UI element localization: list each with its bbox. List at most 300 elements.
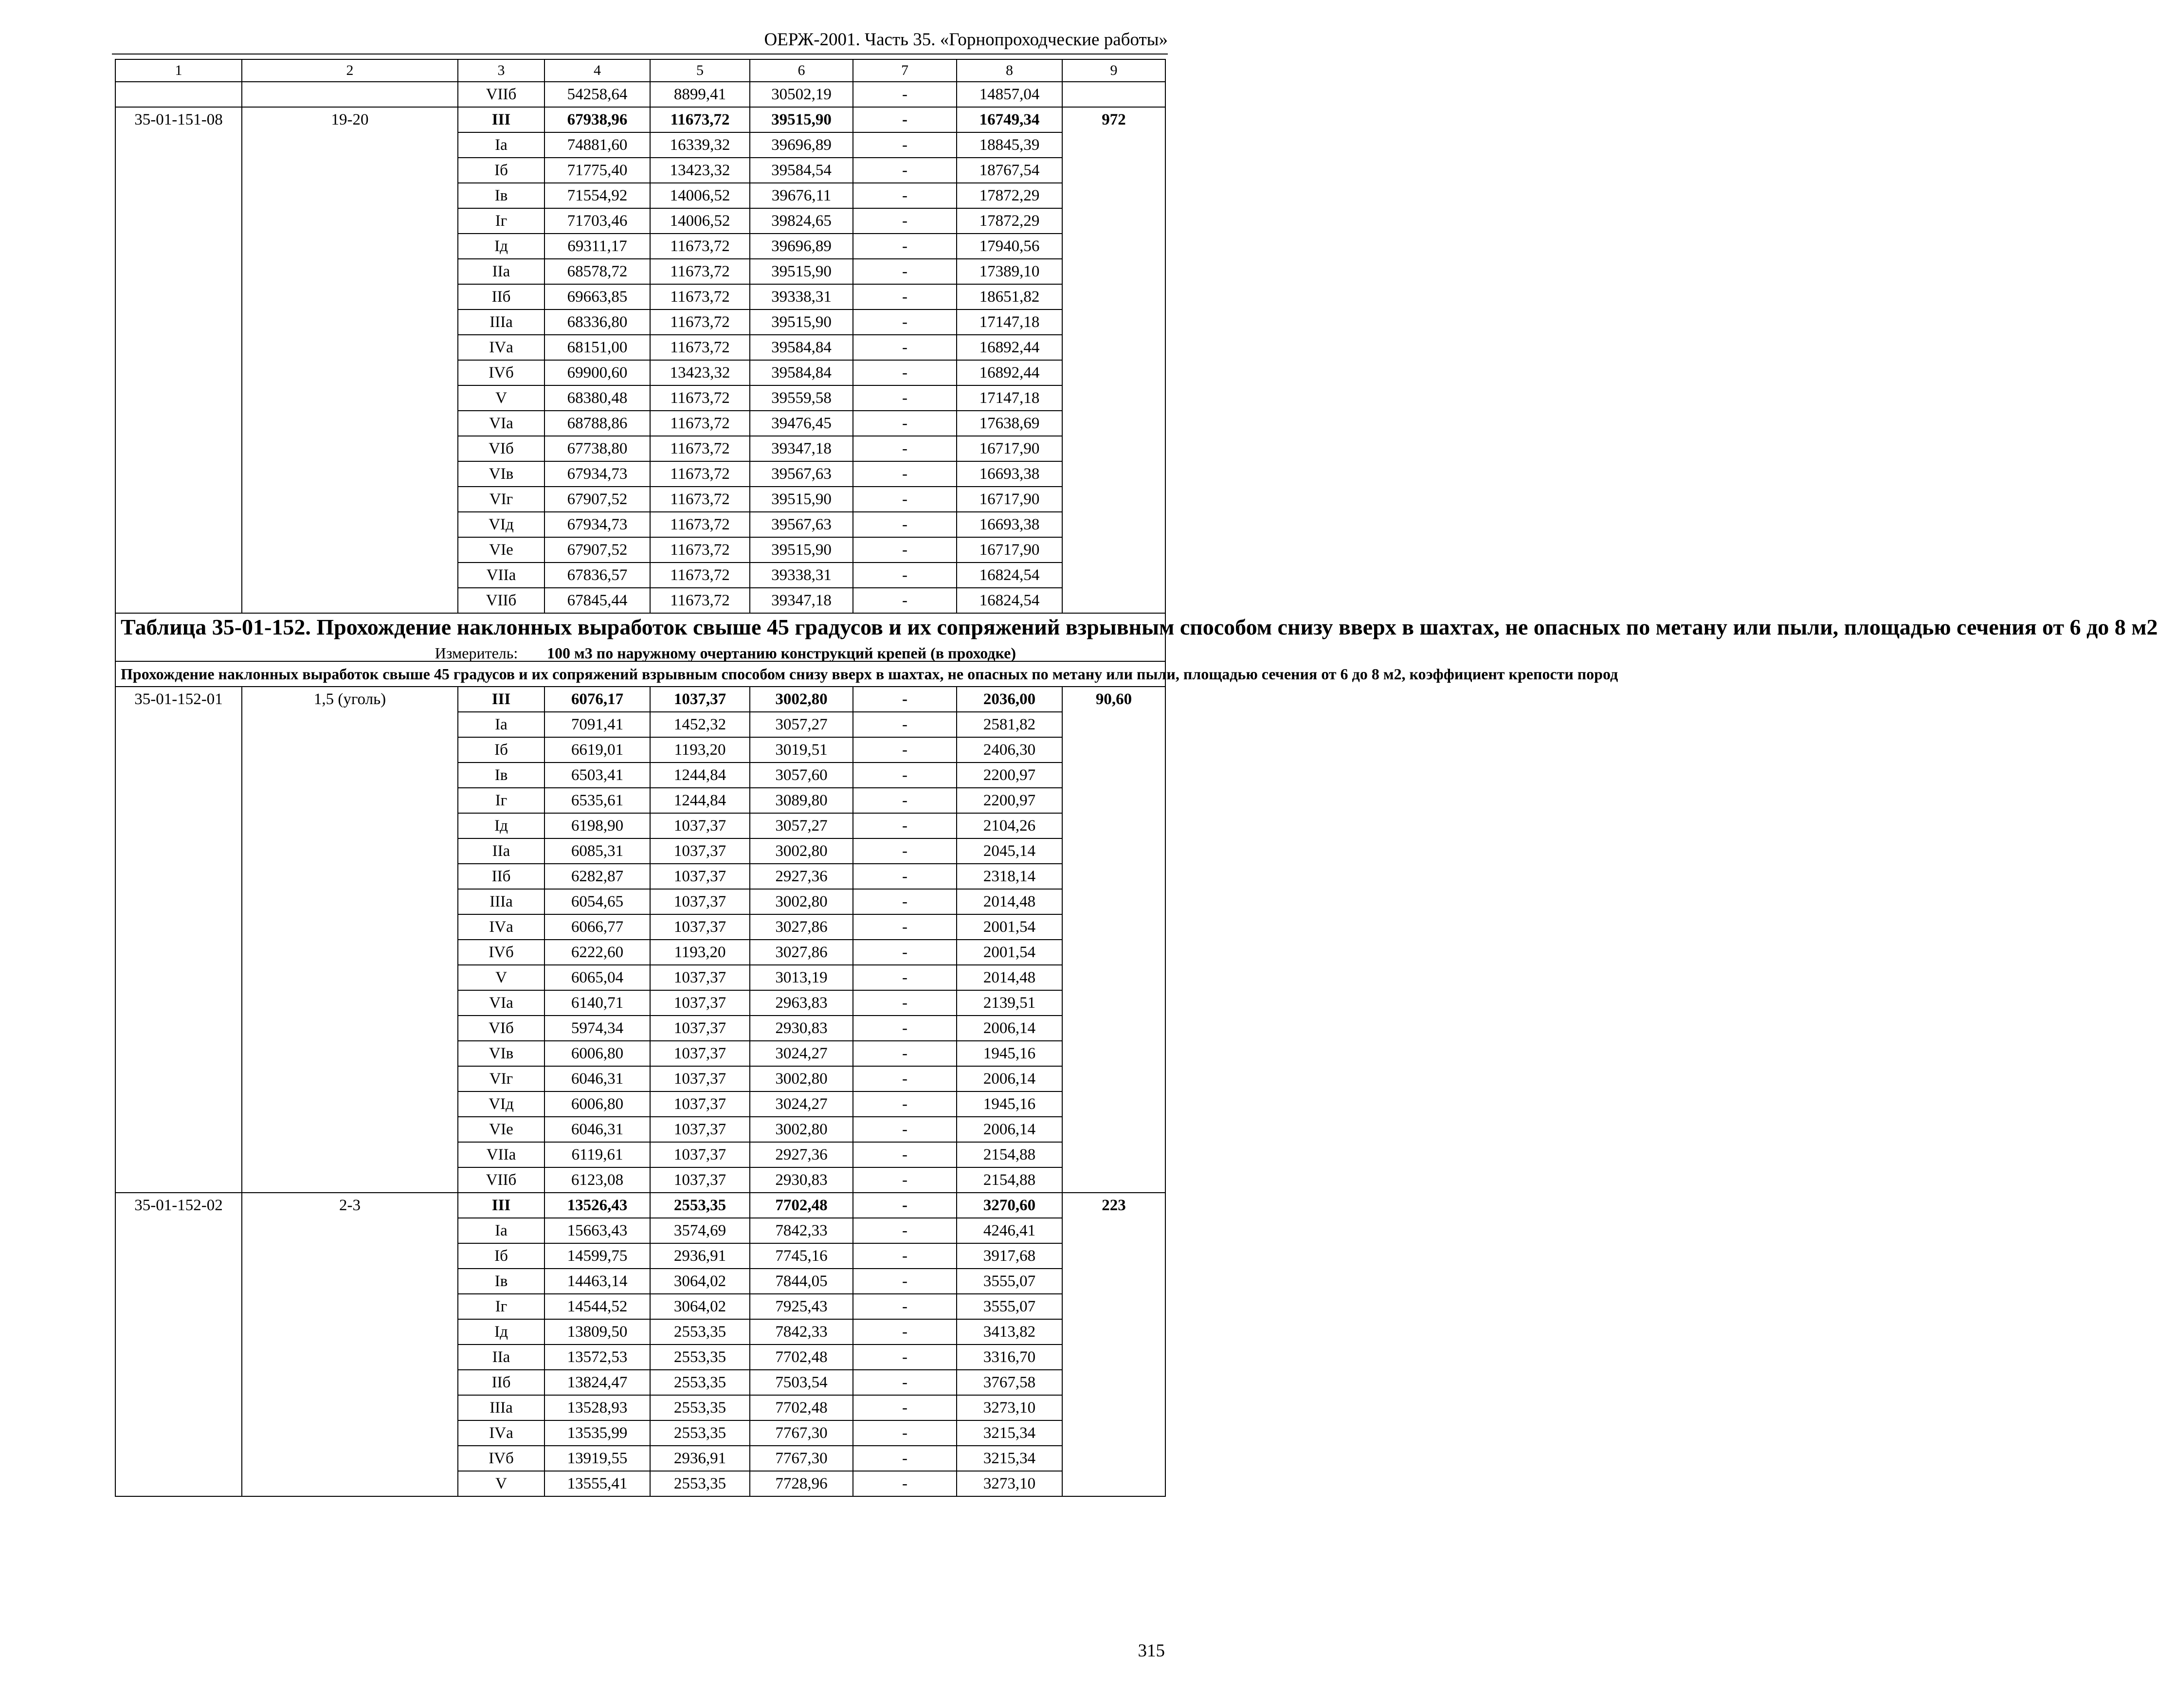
value-cell: -	[853, 1319, 957, 1345]
value-cell: 6619,01	[544, 737, 650, 763]
value-cell: 11673,72	[650, 512, 750, 537]
value-cell: 39347,18	[750, 436, 853, 461]
value-cell: 6065,04	[544, 965, 650, 990]
col9-cell	[1062, 1319, 1165, 1345]
value-cell: VIIб	[458, 1167, 544, 1193]
value-cell: VIIа	[458, 1142, 544, 1167]
col9-cell	[1062, 813, 1165, 838]
value-cell: 39696,89	[750, 234, 853, 259]
col9-cell	[1062, 1243, 1165, 1269]
value-cell: 2318,14	[957, 864, 1062, 889]
value-cell: 39567,63	[750, 512, 853, 537]
value-cell: IVа	[458, 1420, 544, 1446]
table-row	[115, 712, 1165, 737]
param-cell	[242, 1117, 458, 1142]
value-cell: 39476,45	[750, 411, 853, 436]
value-cell: -	[853, 411, 957, 436]
value-cell: -	[853, 1420, 957, 1446]
value-cell: -	[853, 1016, 957, 1041]
code-cell: 35-01-152-02	[115, 1193, 242, 1218]
table-row	[115, 563, 1165, 588]
value-cell: III	[458, 1193, 544, 1218]
value-cell: 39559,58	[750, 385, 853, 411]
value-cell: -	[853, 687, 957, 712]
table-row	[115, 1167, 1165, 1193]
value-cell: 7842,33	[750, 1319, 853, 1345]
param-cell	[242, 1091, 458, 1117]
table-row	[115, 1091, 1165, 1117]
code-cell	[115, 1016, 242, 1041]
table-row	[115, 259, 1165, 284]
value-cell: 71554,92	[544, 183, 650, 208]
value-cell: 6123,08	[544, 1167, 650, 1193]
value-cell: Iд	[458, 813, 544, 838]
col9-cell	[1062, 1370, 1165, 1395]
table-row	[115, 82, 1165, 107]
value-cell: 11673,72	[650, 385, 750, 411]
code-cell	[115, 1091, 242, 1117]
value-cell: -	[853, 132, 957, 158]
value-cell: 6085,31	[544, 838, 650, 864]
value-cell: -	[853, 1218, 957, 1243]
value-cell: VIд	[458, 512, 544, 537]
value-cell: 13528,93	[544, 1395, 650, 1420]
value-cell: 3002,80	[750, 838, 853, 864]
code-cell	[115, 813, 242, 838]
param-cell	[242, 309, 458, 335]
table-title-cell	[115, 613, 2158, 662]
value-cell: 39824,65	[750, 208, 853, 234]
value-cell: 2581,82	[957, 712, 1062, 737]
value-cell: 11673,72	[650, 563, 750, 588]
table-row	[115, 1016, 1165, 1041]
table-row	[115, 687, 1165, 712]
value-cell: V	[458, 385, 544, 411]
code-cell	[115, 889, 242, 914]
value-cell: 3027,86	[750, 914, 853, 940]
value-cell: 39515,90	[750, 309, 853, 335]
code-cell	[115, 965, 242, 990]
value-cell: -	[853, 335, 957, 360]
value-cell: 1037,37	[650, 990, 750, 1016]
value-cell: 2963,83	[750, 990, 853, 1016]
value-cell: 3089,80	[750, 788, 853, 813]
value-cell: 17638,69	[957, 411, 1062, 436]
value-cell: 3555,07	[957, 1294, 1062, 1319]
table-row	[115, 1294, 1165, 1319]
value-cell: 13824,47	[544, 1370, 650, 1395]
value-cell: 2930,83	[750, 1016, 853, 1041]
param-cell	[242, 411, 458, 436]
table-row	[115, 763, 1165, 788]
value-cell: 67934,73	[544, 512, 650, 537]
value-cell: 3002,80	[750, 1066, 853, 1091]
value-cell: 11673,72	[650, 284, 750, 309]
value-cell: Iб	[458, 158, 544, 183]
value-cell: 69311,17	[544, 234, 650, 259]
param-cell	[242, 208, 458, 234]
col9-cell	[1062, 512, 1165, 537]
value-cell: 13809,50	[544, 1319, 650, 1345]
value-cell: 14463,14	[544, 1269, 650, 1294]
value-cell: 67907,52	[544, 487, 650, 512]
value-cell: 6140,71	[544, 990, 650, 1016]
col9-cell	[1062, 889, 1165, 914]
col9-cell	[1062, 864, 1165, 889]
value-cell: 39338,31	[750, 284, 853, 309]
value-cell: 68788,86	[544, 411, 650, 436]
value-cell: 2154,88	[957, 1167, 1062, 1193]
value-cell: 67836,57	[544, 563, 650, 588]
value-cell: 2930,83	[750, 1167, 853, 1193]
value-cell: Iд	[458, 234, 544, 259]
param-cell	[242, 1142, 458, 1167]
value-cell: 7702,48	[750, 1345, 853, 1370]
value-cell: 2406,30	[957, 737, 1062, 763]
code-cell	[115, 1370, 242, 1395]
code-cell	[115, 1142, 242, 1167]
col9-cell: 972	[1062, 107, 1165, 132]
value-cell: -	[853, 864, 957, 889]
code-cell	[115, 1446, 242, 1471]
value-cell: VIв	[458, 461, 544, 487]
value-cell: 3767,58	[957, 1370, 1062, 1395]
value-cell: 3027,86	[750, 940, 853, 965]
value-cell: 39584,84	[750, 335, 853, 360]
value-cell: 13572,53	[544, 1345, 650, 1370]
value-cell: V	[458, 1471, 544, 1496]
column-number: 6	[750, 59, 853, 82]
table-row	[115, 1319, 1165, 1345]
param-cell	[242, 1319, 458, 1345]
code-cell	[115, 284, 242, 309]
value-cell: 2001,54	[957, 940, 1062, 965]
value-cell: 1945,16	[957, 1091, 1062, 1117]
col9-cell	[1062, 158, 1165, 183]
value-cell: -	[853, 208, 957, 234]
col9-cell	[1062, 838, 1165, 864]
param-cell	[242, 914, 458, 940]
page-number: 315	[1138, 1641, 1165, 1661]
col9-cell	[1062, 461, 1165, 487]
param-cell	[242, 82, 458, 107]
value-cell: 6198,90	[544, 813, 650, 838]
value-cell: 16892,44	[957, 335, 1062, 360]
value-cell: -	[853, 1117, 957, 1142]
value-cell: 6222,60	[544, 940, 650, 965]
table-row	[115, 1142, 1165, 1167]
value-cell: 3555,07	[957, 1269, 1062, 1294]
value-cell: VIд	[458, 1091, 544, 1117]
value-cell: 69900,60	[544, 360, 650, 385]
value-cell: VIIб	[458, 588, 544, 613]
table-title: Таблица 35-01-152. Прохождение наклонных выработок свыше 45 градусов и их сопряжений взрывным способом снизу вверх в шахтах, не опасных по метану или пыли, площадью сечения от 6 до 8 м2	[121, 615, 2158, 639]
col9-cell	[1062, 487, 1165, 512]
value-cell: 16693,38	[957, 461, 1062, 487]
value-cell: -	[853, 1370, 957, 1395]
value-cell: 2014,48	[957, 965, 1062, 990]
value-cell: VIв	[458, 1041, 544, 1066]
param-cell	[242, 864, 458, 889]
table-description-row	[115, 661, 1165, 687]
value-cell: 2154,88	[957, 1142, 1062, 1167]
value-cell: 39696,89	[750, 132, 853, 158]
value-cell: IVб	[458, 940, 544, 965]
table-row	[115, 335, 1165, 360]
value-cell: 6054,65	[544, 889, 650, 914]
col9-cell	[1062, 1345, 1165, 1370]
value-cell: 3057,60	[750, 763, 853, 788]
code-cell	[115, 1167, 242, 1193]
param-cell	[242, 588, 458, 613]
value-cell: 16339,32	[650, 132, 750, 158]
value-cell: 68336,80	[544, 309, 650, 335]
value-cell: 7702,48	[750, 1395, 853, 1420]
param-cell	[242, 487, 458, 512]
value-cell: Iа	[458, 712, 544, 737]
code-cell	[115, 763, 242, 788]
measure-label: Измеритель:	[435, 644, 518, 662]
value-cell: 3002,80	[750, 1117, 853, 1142]
value-cell: -	[853, 461, 957, 487]
code-cell: 35-01-151-08	[115, 107, 242, 132]
value-cell: -	[853, 965, 957, 990]
value-cell: 3024,27	[750, 1091, 853, 1117]
value-cell: IIIа	[458, 1395, 544, 1420]
value-cell: 11673,72	[650, 107, 750, 132]
param-cell	[242, 712, 458, 737]
table-row	[115, 1471, 1165, 1496]
code-cell	[115, 1319, 242, 1345]
param-cell	[242, 563, 458, 588]
value-cell: 11673,72	[650, 436, 750, 461]
value-cell: VIе	[458, 1117, 544, 1142]
value-cell: Iв	[458, 1269, 544, 1294]
param-cell	[242, 1294, 458, 1319]
col9-cell	[1062, 1269, 1165, 1294]
value-cell: 18651,82	[957, 284, 1062, 309]
param-cell	[242, 512, 458, 537]
value-cell: 14006,52	[650, 183, 750, 208]
value-cell: -	[853, 914, 957, 940]
value-cell: -	[853, 940, 957, 965]
code-cell	[115, 1218, 242, 1243]
value-cell: 2036,00	[957, 687, 1062, 712]
value-cell: -	[853, 712, 957, 737]
value-cell: 1037,37	[650, 1142, 750, 1167]
value-cell: 6046,31	[544, 1117, 650, 1142]
value-cell: 1037,37	[650, 1167, 750, 1193]
code-cell	[115, 512, 242, 537]
table-row	[115, 537, 1165, 563]
col9-cell	[1062, 1016, 1165, 1041]
value-cell: 2927,36	[750, 1142, 853, 1167]
value-cell: 1037,37	[650, 687, 750, 712]
value-cell: 7745,16	[750, 1243, 853, 1269]
column-number: 4	[544, 59, 650, 82]
value-cell: III	[458, 687, 544, 712]
value-cell: -	[853, 436, 957, 461]
value-cell: -	[853, 1294, 957, 1319]
value-cell: 3273,10	[957, 1471, 1062, 1496]
col9-cell	[1062, 1142, 1165, 1167]
value-cell: 39676,11	[750, 183, 853, 208]
value-cell: 6535,61	[544, 788, 650, 813]
value-cell: 18845,39	[957, 132, 1062, 158]
code-cell	[115, 82, 242, 107]
value-cell: -	[853, 1142, 957, 1167]
value-cell: 17389,10	[957, 259, 1062, 284]
table-row	[115, 360, 1165, 385]
table-row	[115, 385, 1165, 411]
value-cell: 3013,19	[750, 965, 853, 990]
code-cell	[115, 1066, 242, 1091]
value-cell: 1037,37	[650, 1041, 750, 1066]
code-cell	[115, 1345, 242, 1370]
table-row	[115, 107, 1165, 132]
col9-cell	[1062, 1117, 1165, 1142]
column-number: 1	[115, 59, 242, 82]
value-cell: -	[853, 588, 957, 613]
code-cell	[115, 158, 242, 183]
value-cell: 3270,60	[957, 1193, 1062, 1218]
value-cell: 16824,54	[957, 588, 1062, 613]
value-cell: -	[853, 813, 957, 838]
table-row	[115, 588, 1165, 613]
table-row	[115, 1117, 1165, 1142]
value-cell: 16717,90	[957, 436, 1062, 461]
col9-cell	[1062, 360, 1165, 385]
value-cell: 11673,72	[650, 411, 750, 436]
value-cell: 3002,80	[750, 889, 853, 914]
value-cell: -	[853, 788, 957, 813]
col9-cell	[1062, 183, 1165, 208]
value-cell: 1244,84	[650, 763, 750, 788]
value-cell: -	[853, 360, 957, 385]
value-cell: 68578,72	[544, 259, 650, 284]
param-cell	[242, 284, 458, 309]
value-cell: 13555,41	[544, 1471, 650, 1496]
value-cell: 7767,30	[750, 1446, 853, 1471]
value-cell: IIб	[458, 284, 544, 309]
value-cell: 2553,35	[650, 1471, 750, 1496]
value-cell: 3057,27	[750, 712, 853, 737]
value-cell: -	[853, 284, 957, 309]
table-row	[115, 1345, 1165, 1370]
value-cell: 17872,29	[957, 183, 1062, 208]
value-cell: 16717,90	[957, 487, 1062, 512]
value-cell: 7767,30	[750, 1420, 853, 1446]
param-cell	[242, 1167, 458, 1193]
value-cell: 2014,48	[957, 889, 1062, 914]
value-cell: 3002,80	[750, 687, 853, 712]
value-cell: 39567,63	[750, 461, 853, 487]
table-row	[115, 1395, 1165, 1420]
param-cell	[242, 132, 458, 158]
code-cell	[115, 838, 242, 864]
table-row	[115, 309, 1165, 335]
col9-cell	[1062, 1294, 1165, 1319]
table-row	[115, 737, 1165, 763]
value-cell: VIа	[458, 990, 544, 1016]
value-cell: 8899,41	[650, 82, 750, 107]
value-cell: 14599,75	[544, 1243, 650, 1269]
value-cell: 39338,31	[750, 563, 853, 588]
col9-cell	[1062, 1471, 1165, 1496]
code-cell	[115, 990, 242, 1016]
value-cell: 6066,77	[544, 914, 650, 940]
col9-cell	[1062, 990, 1165, 1016]
value-cell: 39515,90	[750, 107, 853, 132]
value-cell: 7503,54	[750, 1370, 853, 1395]
table-row	[115, 1370, 1165, 1395]
value-cell: 5974,34	[544, 1016, 650, 1041]
value-cell: 6006,80	[544, 1091, 650, 1117]
running-header: ОЕРЖ-2001. Часть 35. «Горнопроходческие работы»	[764, 30, 1168, 50]
code-cell	[115, 411, 242, 436]
value-cell: -	[853, 487, 957, 512]
value-cell: Iг	[458, 1294, 544, 1319]
table-row	[115, 990, 1165, 1016]
code-cell	[115, 712, 242, 737]
value-cell: 1037,37	[650, 965, 750, 990]
value-cell: 74881,60	[544, 132, 650, 158]
col9-cell	[1062, 1066, 1165, 1091]
param-cell	[242, 965, 458, 990]
value-cell: 71703,46	[544, 208, 650, 234]
value-cell: 2045,14	[957, 838, 1062, 864]
value-cell: 11673,72	[650, 461, 750, 487]
value-cell: 3316,70	[957, 1345, 1062, 1370]
value-cell: VIб	[458, 1016, 544, 1041]
param-cell: 19-20	[242, 107, 458, 132]
value-cell: -	[853, 763, 957, 788]
value-cell: 1037,37	[650, 864, 750, 889]
param-cell	[242, 436, 458, 461]
param-cell	[242, 940, 458, 965]
param-cell	[242, 838, 458, 864]
table-row	[115, 461, 1165, 487]
table-row	[115, 1420, 1165, 1446]
param-cell	[242, 461, 458, 487]
value-cell: III	[458, 107, 544, 132]
param-cell	[242, 385, 458, 411]
value-cell: 1244,84	[650, 788, 750, 813]
value-cell: 3057,27	[750, 813, 853, 838]
code-cell	[115, 563, 242, 588]
col9-cell	[1062, 82, 1165, 107]
value-cell: 67938,96	[544, 107, 650, 132]
value-cell: 3273,10	[957, 1395, 1062, 1420]
value-cell: 39584,84	[750, 360, 853, 385]
table-row	[115, 1243, 1165, 1269]
table-row	[115, 1446, 1165, 1471]
value-cell: 14544,52	[544, 1294, 650, 1319]
table-description: Прохождение наклонных выработок свыше 45 градусов и их сопряжений взрывным способом снизу вверх в шахтах, не опасных по метану или пыли, площадью сечения от 6 до 8 м2, коэффициент крепости пород	[115, 661, 1165, 687]
code-cell	[115, 183, 242, 208]
value-cell: Iг	[458, 788, 544, 813]
measure-line	[262, 645, 1160, 661]
table-row	[115, 436, 1165, 461]
table-row	[115, 1066, 1165, 1091]
value-cell: -	[853, 385, 957, 411]
value-cell: 11673,72	[650, 588, 750, 613]
value-cell: 4246,41	[957, 1218, 1062, 1243]
value-cell: 17940,56	[957, 234, 1062, 259]
column-number: 3	[458, 59, 544, 82]
value-cell: Iв	[458, 763, 544, 788]
param-cell: 1,5 (уголь)	[242, 687, 458, 712]
